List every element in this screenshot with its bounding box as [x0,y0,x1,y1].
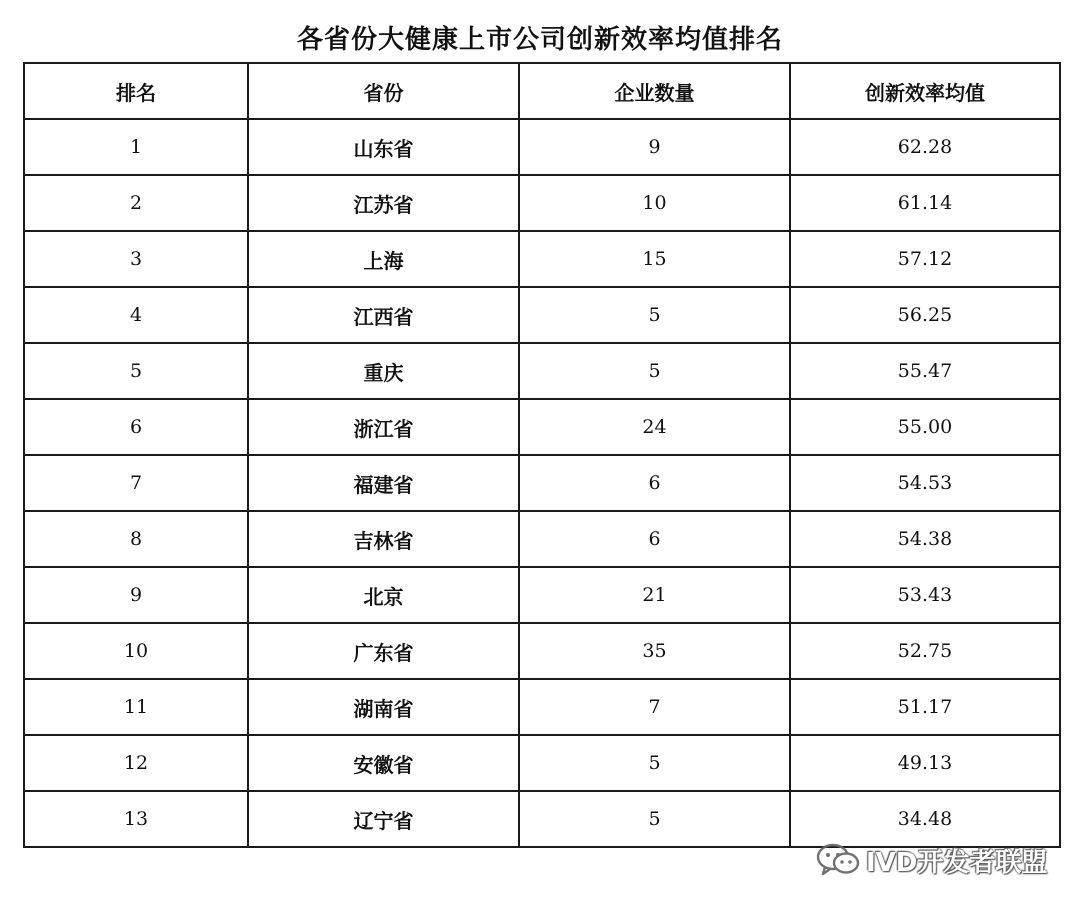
cell-company-count: 5 [519,791,790,847]
cell-province: 江苏省 [248,175,519,231]
table-title: 各省份大健康上市公司创新效率均值排名 [296,25,783,55]
cell-rank: 9 [24,567,248,623]
cell-province: 广东省 [248,623,519,679]
cell-rank: 5 [24,343,248,399]
table-row [24,455,1060,511]
cell-rank: 4 [24,287,248,343]
cell-rank: 10 [24,623,248,679]
table-row [24,231,1060,287]
cell-rank: 3 [24,231,248,287]
cell-efficiency-mean: 55.47 [790,343,1060,399]
cell-province: 重庆 [248,343,519,399]
cell-company-count: 7 [519,679,790,735]
cell-province: 福建省 [248,455,519,511]
table-row [24,119,1060,175]
cell-efficiency-mean: 52.75 [790,623,1060,679]
header-rank: 排名 [24,63,248,119]
table-row [24,399,1060,455]
cell-efficiency-mean: 55.00 [790,399,1060,455]
table-row [24,567,1060,623]
cell-rank: 1 [24,119,248,175]
table-row [24,735,1060,791]
cell-company-count: 15 [519,231,790,287]
cell-rank: 11 [24,679,248,735]
cell-efficiency-mean: 49.13 [790,735,1060,791]
table-row [24,679,1060,735]
cell-company-count: 5 [519,287,790,343]
cell-company-count: 6 [519,455,790,511]
cell-company-count: 10 [519,175,790,231]
cell-efficiency-mean: 34.48 [790,791,1060,847]
watermark-text: IVD开发者联盟 [866,847,1048,878]
cell-province: 辽宁省 [248,791,519,847]
cell-company-count: 35 [519,623,790,679]
header-efficiency-mean: 创新效率均值 [790,63,1060,119]
cell-rank: 7 [24,455,248,511]
cell-company-count: 5 [519,735,790,791]
cell-province: 吉林省 [248,511,519,567]
cell-efficiency-mean: 61.14 [790,175,1060,231]
cell-province: 浙江省 [248,399,519,455]
cell-efficiency-mean: 53.43 [790,567,1060,623]
cell-efficiency-mean: 51.17 [790,679,1060,735]
table-row [24,511,1060,567]
cell-company-count: 6 [519,511,790,567]
cell-company-count: 24 [519,399,790,455]
cell-province: 江西省 [248,287,519,343]
wechat-icon [816,843,860,877]
cell-company-count: 21 [519,567,790,623]
cell-rank: 8 [24,511,248,567]
cell-company-count: 5 [519,343,790,399]
header-company-count: 企业数量 [519,63,790,119]
cell-efficiency-mean: 56.25 [790,287,1060,343]
table-header-row [24,63,1060,119]
cell-rank: 2 [24,175,248,231]
table-row [24,343,1060,399]
table-row [24,287,1060,343]
cell-province: 上海 [248,231,519,287]
cell-province: 山东省 [248,119,519,175]
table-row [24,791,1060,847]
table-body [24,119,1060,847]
watermark [816,840,1047,880]
ranking-table [23,62,1061,848]
cell-rank: 12 [24,735,248,791]
cell-efficiency-mean: 54.53 [790,455,1060,511]
cell-province: 湖南省 [248,679,519,735]
cell-efficiency-mean: 54.38 [790,511,1060,567]
cell-rank: 13 [24,791,248,847]
cell-rank: 6 [24,399,248,455]
cell-company-count: 9 [519,119,790,175]
cell-efficiency-mean: 57.12 [790,231,1060,287]
table-row [24,175,1060,231]
cell-province: 安徽省 [248,735,519,791]
table-row [24,623,1060,679]
cell-efficiency-mean: 62.28 [790,119,1060,175]
header-province: 省份 [248,63,519,119]
cell-province: 北京 [248,567,519,623]
